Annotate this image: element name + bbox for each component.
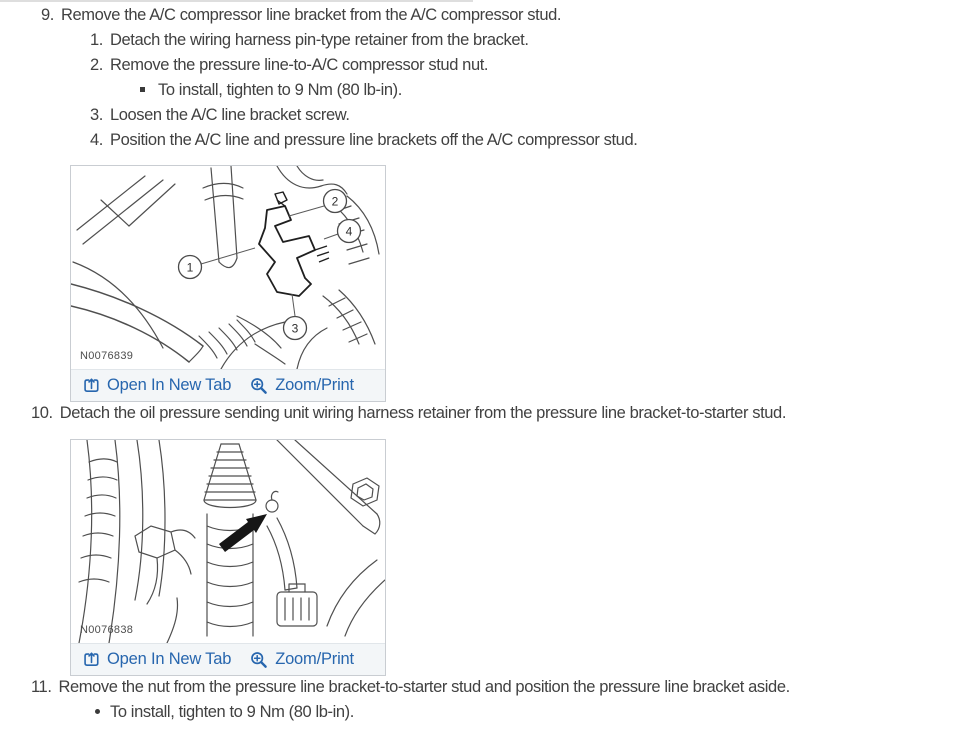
substep-text: Position the A/C line and pressure line brackets off the A/C compressor stud. — [109, 131, 638, 149]
open-in-new-tab-link[interactable] — [83, 650, 231, 669]
step-9-1 — [90, 31, 529, 50]
note-text: To install, tighten to 9 Nm (80 lb-in). — [110, 703, 354, 721]
step-9-2 — [90, 56, 488, 75]
figure-box-1 — [70, 165, 386, 402]
step-number: 9. — [41, 6, 54, 24]
figure-2-link-bar — [71, 643, 385, 675]
figure-1-callouts — [179, 190, 361, 340]
pointer-arrow — [219, 514, 267, 552]
step-9-2-note — [140, 81, 402, 100]
open-in-new-tab-icon — [83, 651, 100, 668]
magnifier-plus-icon — [250, 377, 268, 395]
step-9 — [41, 6, 561, 25]
zoom-print-label: Zoom/Print — [275, 376, 354, 394]
zoom-print-link[interactable] — [250, 376, 354, 395]
note-text: To install, tighten to 9 Nm (80 lb-in). — [158, 81, 402, 99]
engine-bay-diagram-1 — [71, 166, 385, 369]
step-10 — [31, 404, 786, 423]
figure-label: N0076839 — [80, 350, 134, 362]
figure-box-2 — [70, 439, 386, 676]
magnifier-plus-icon — [250, 651, 268, 669]
step-text: Remove the nut from the pressure line bracket-to-starter stud and position the pressure line bracket aside. — [58, 678, 790, 696]
zoom-print-label: Zoom/Print — [275, 650, 354, 668]
step-number: 11. — [31, 678, 52, 696]
step-9-4 — [90, 131, 637, 150]
callout-number-1: 1 — [186, 260, 194, 275]
substep-number: 2. — [90, 56, 103, 74]
round-bullet — [95, 709, 100, 714]
step-text: Remove the A/C compressor line bracket from the A/C compressor stud. — [60, 6, 562, 24]
figure-1-diagram — [71, 166, 385, 369]
callout-number-2: 2 — [331, 194, 339, 209]
substep-text: Remove the pressure line-to-A/C compressor stud nut. — [109, 56, 489, 74]
top-divider — [0, 0, 473, 2]
figure-1-link-bar — [71, 369, 385, 401]
square-bullet — [140, 87, 145, 92]
open-in-new-tab-label: Open In New Tab — [107, 650, 232, 668]
step-number: 10. — [31, 404, 53, 422]
substep-number: 4. — [90, 131, 103, 149]
substep-number: 3. — [90, 106, 103, 124]
substep-text: Loosen the A/C line bracket screw. — [109, 106, 350, 124]
callout-number-3: 3 — [291, 321, 299, 336]
substep-number: 1. — [90, 31, 103, 49]
open-in-new-tab-link[interactable] — [83, 376, 231, 395]
open-in-new-tab-icon — [83, 377, 100, 394]
step-11 — [31, 678, 790, 697]
callout-number-4: 4 — [345, 224, 353, 239]
step-text: Detach the oil pressure sending unit wiring harness retainer from the pressure line bracket-to-starter stud. — [59, 404, 787, 422]
substep-text: Detach the wiring harness pin-type retainer from the bracket. — [109, 31, 529, 49]
step-9-3 — [90, 106, 350, 125]
figure-label: N0076838 — [80, 624, 134, 636]
figure-2-diagram — [71, 440, 385, 643]
zoom-print-link[interactable] — [250, 650, 354, 669]
step-11-note — [95, 703, 354, 722]
engine-bay-diagram-2 — [71, 440, 385, 643]
open-in-new-tab-label: Open In New Tab — [107, 376, 232, 394]
